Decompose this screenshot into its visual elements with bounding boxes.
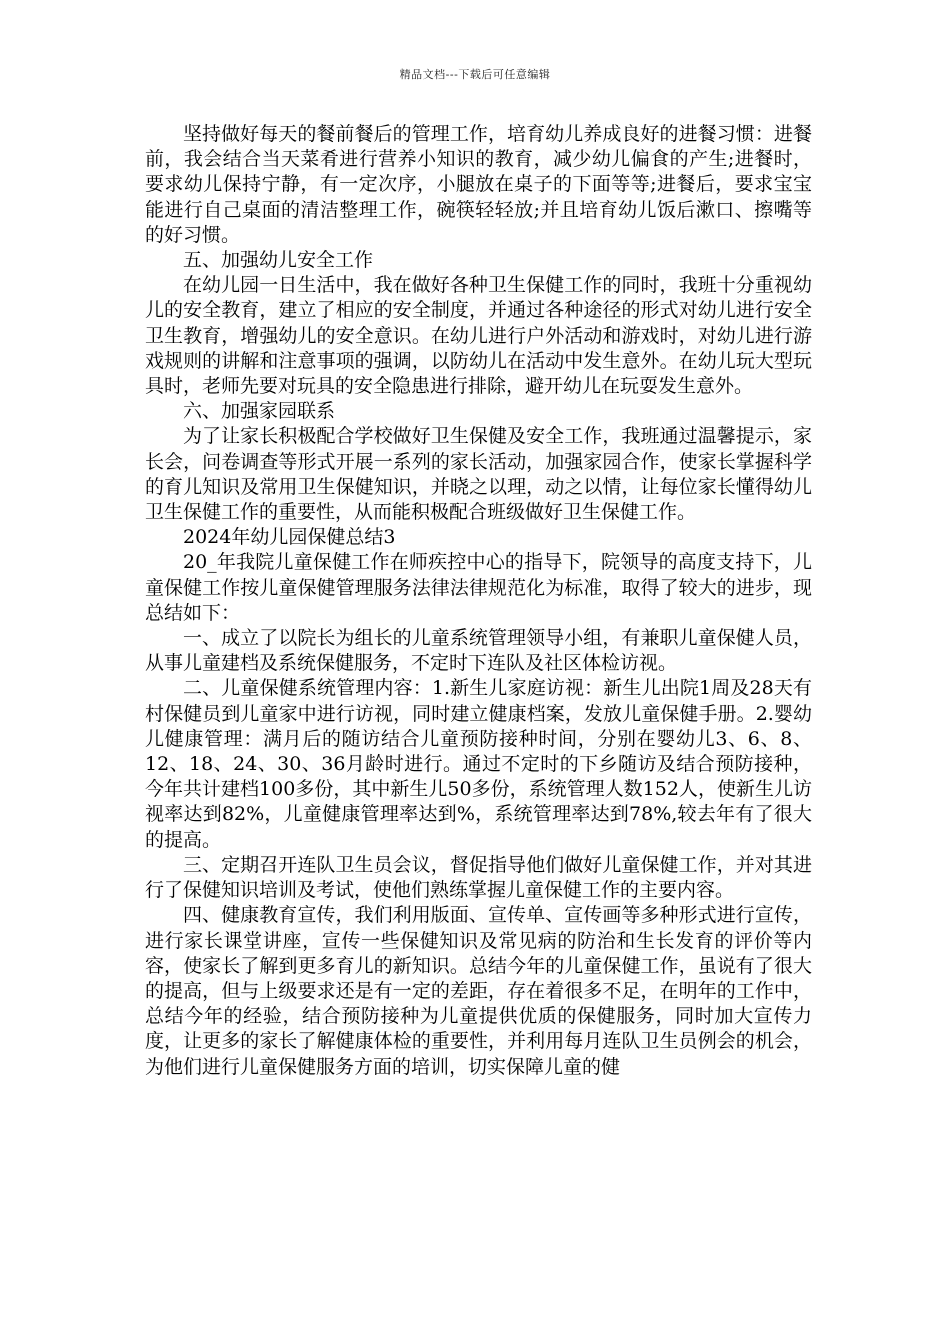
paragraph-home-school: 为了让家长积极配合学校做好卫生保健及安全工作，我班通过温馨提示，家长会，问卷调查等形式开展一系列的家长活动，加强家园合作，使家长掌握科学的育儿知识及常用卫生保健知识，并晓之以理，动之以情，让每位家长懂得幼儿卫生保健工作的重要性，从而能积极配合班级做好卫生保健工作。	[145, 425, 812, 524]
paragraph-item-3: 三、定期召开连队卫生员会议，督促指导他们做好儿童保健工作，并对其进行了保健知识培训及考试，使他们熟练掌握儿童保健工作的主要内容。	[145, 853, 812, 902]
paragraph-item-4: 四、健康教育宣传，我们利用版面、宣传单、宣传画等多种形式进行宣传，进行家长课堂讲座，宣传一些保健知识及常见病的防治和生长发育的评价等内容，使家长了解到更多育儿的新知识。总结今年的儿童保健工作，虽说有了很大的提高，但与上级要求还是有一定的差距，存在着很多不足，在明年的工作中，总结今年的经验，结合预防接种为儿童提供优质的保健服务，同时加大宣传力度，让更多的家长了解健康体检的重要性，并利用每月连队卫生员例会的机会，为他们进行儿童保健服务方面的培训，切实保障儿童的健	[145, 904, 812, 1078]
paragraph-item-2: 二、儿童保健系统管理内容：1.新生儿家庭访视：新生儿出院1周及28天有村保健员到儿童家中进行访视，同时建立健康档案，发放儿童保健手册。2.婴幼儿健康管理：满月后的随访结合儿童预防接种时间，分别在婴幼儿3、6、8、12、18、24、30、36月龄时进行。通过不定时的下乡随访及结合预防接种，今年共计建档100多份，其中新生儿50多份，系统管理人数152人，使新生儿访视率达到82%，儿童健康管理率达到%，系统管理率达到78%,较去年有了很大的提高。	[145, 677, 812, 851]
section-heading-home-school: 六、加强家园联系	[183, 400, 336, 423]
paragraph-safety: 在幼儿园一日生活中，我在做好各种卫生保健工作的同时，我班十分重视幼儿的安全教育，建立了相应的安全制度，并通过各种途径的形式对幼儿进行安全卫生教育，增强幼儿的安全意识。在幼儿进行户外活动和游戏时，对幼儿进行游戏规则的讲解和注意事项的强调，以防幼儿在活动中发生意外。在幼儿玩大型玩具时，老师先要对玩具的安全隐患进行排除，避开幼儿在玩耍发生意外。	[145, 274, 812, 398]
paragraph-meal-management: 坚持做好每天的餐前餐后的管理工作，培育幼儿养成良好的进餐习惯：进餐前，我会结合当天菜肴进行营养小知识的教育，减少幼儿偏食的产生;进餐时，要求幼儿保持宁静，有一定次序，小腿放在桌子的下面等等;进餐后，要求宝宝能进行自己桌面的清洁整理工作，碗筷轻轻放;并且培育幼儿饭后漱口、擦嘴等的好习惯。	[145, 123, 812, 246]
section-title-summary-3: 2024年幼儿园保健总结3	[183, 526, 396, 549]
paragraph-summary-intro: 20_年我院儿童保健工作在师疾控中心的指导下，院领导的高度支持下，儿童保健工作按儿童保健管理服务法律法律规范化为标准，取得了较大的进步，现总结如下：	[145, 551, 812, 624]
document-body	[145, 122, 812, 1080]
page-header: 精品文档---下载后可任意编辑	[399, 68, 551, 81]
section-heading-safety: 五、加强幼儿安全工作	[183, 249, 374, 272]
paragraph-item-1: 一、成立了以院长为组长的儿童系统管理领导小组，有兼职儿童保健人员，从事儿童建档及系统保健服务，不定时下连队及社区体检访视。	[145, 627, 812, 675]
